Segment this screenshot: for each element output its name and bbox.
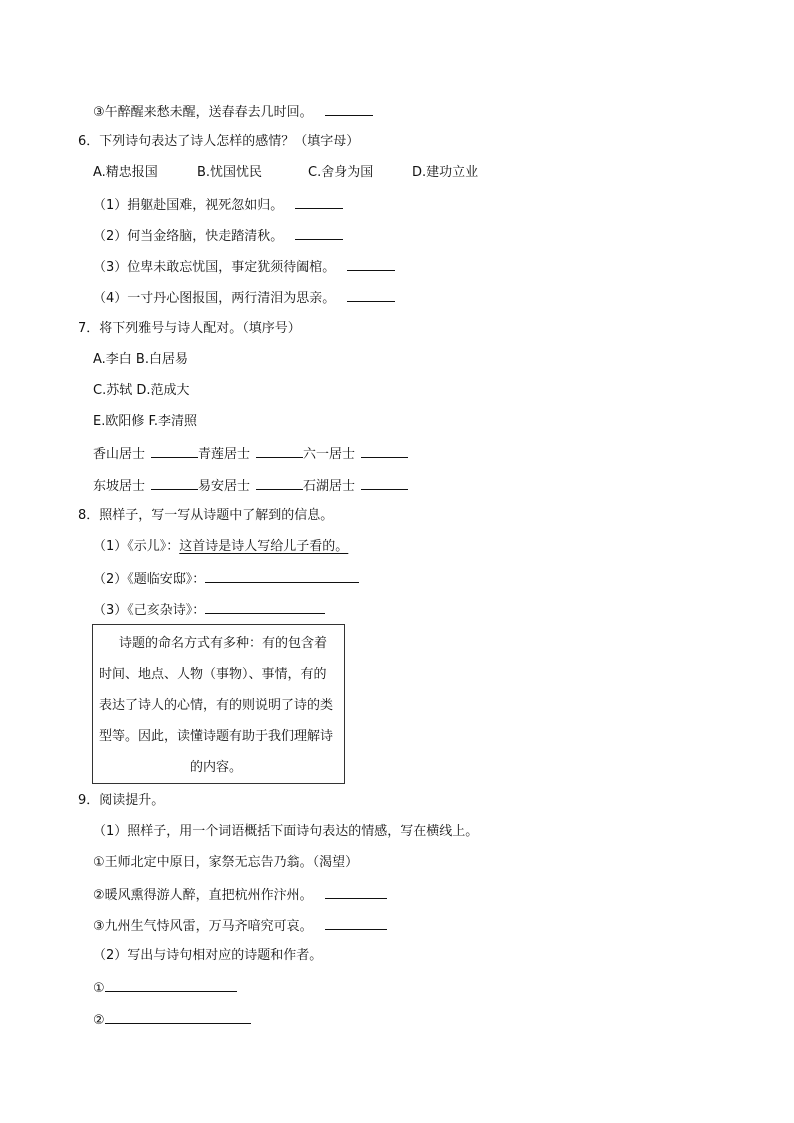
answer-blank[interactable] xyxy=(325,916,387,930)
answer-blank[interactable] xyxy=(151,476,198,490)
q6-item-1: （1）捐躯赴国难，视死忽如归。 xyxy=(93,195,343,215)
q8-item-2: （2）《题临安邸》： xyxy=(93,569,359,589)
q6-item-4: （4）一寸丹心图报国，两行清泪为思亲。 xyxy=(93,288,395,308)
q6-title: 6．下列诗句表达了诗人怎样的感情？（填字母） xyxy=(78,134,360,149)
answer-blank[interactable] xyxy=(361,444,408,458)
answer-blank[interactable] xyxy=(256,444,303,458)
tip-line-1: 诗题的命名方式有多种：有的包含着 xyxy=(119,636,328,651)
answer-blank[interactable] xyxy=(325,885,387,899)
q9-line-2: ②暖风熏得游人醉，直把杭州作汴州。 xyxy=(93,885,387,905)
answer-blank[interactable] xyxy=(151,444,198,458)
q8-example: （1）《示儿》：这首诗是诗人写给儿子看的。 xyxy=(93,539,349,554)
q9-line-3: ③九州生气恃风雷，万马齐喑究可哀。 xyxy=(93,916,387,936)
q7-poets-2: C.苏轼 D.范成大 xyxy=(93,383,190,398)
answer-blank[interactable] xyxy=(105,1010,251,1024)
answer-blank[interactable] xyxy=(256,476,303,490)
q7-title: 7．将下列雅号与诗人配对。（填序号） xyxy=(78,321,301,336)
answer-blank[interactable] xyxy=(295,195,343,209)
q9-answer-2: ② xyxy=(93,1010,251,1030)
answer-blank[interactable] xyxy=(205,600,325,614)
q7-match-row-2: 东坡居士 易安居士 石湖居士 xyxy=(93,476,408,496)
q6-option-d: D.建功立业 xyxy=(412,165,479,180)
q9-sub-1: （1）照样子，用一个词语概括下面诗句表达的情感，写在横线上。 xyxy=(93,824,479,839)
q6-item-2: （2）何当金络脑，快走踏清秋。 xyxy=(93,226,343,246)
tip-line-5: 的内容。 xyxy=(190,760,243,775)
q5-item-3: ③午醉醒来愁未醒，送春春去几时回。 xyxy=(93,102,373,122)
q8-title: 8．照样子，写一写从诗题中了解到的信息。 xyxy=(78,508,334,523)
answer-blank[interactable] xyxy=(347,257,395,271)
q9-line-1: ①王师北定中原日，家祭无忘告乃翁。（渴望） xyxy=(93,855,359,870)
answer-blank[interactable] xyxy=(295,226,343,240)
tip-box xyxy=(92,624,345,784)
q6-item-3: （3）位卑未敢忘忧国，事定犹须待阖棺。 xyxy=(93,257,395,277)
q6-option-a: A.精忠报国 xyxy=(93,165,158,180)
answer-blank[interactable] xyxy=(361,476,408,490)
answer-blank[interactable] xyxy=(105,978,237,992)
q9-answer-1: ① xyxy=(93,978,237,998)
q9-title: 9．阅读提升。 xyxy=(78,793,165,808)
answer-blank[interactable] xyxy=(205,569,359,583)
tip-line-2: 时间、地点、人物（事物）、事情，有的 xyxy=(99,667,327,682)
q6-option-b: B.忧国忧民 xyxy=(197,165,263,180)
q7-poets-3: E.欧阳修 F.李清照 xyxy=(93,414,198,429)
q7-match-row-1: 香山居士 青莲居士 六一居士 xyxy=(93,444,408,464)
tip-line-4: 型等。因此，读懂诗题有助于我们理解诗 xyxy=(99,729,334,744)
q7-poets-1: A.李白 B.白居易 xyxy=(93,352,188,367)
example-answer: 这首诗是诗人写给儿子看的。 xyxy=(179,539,349,554)
q8-item-3: （3）《己亥杂诗》： xyxy=(93,600,325,620)
tip-line-3: 表达了诗人的心情，有的则说明了诗的类 xyxy=(99,698,334,713)
q9-sub-2: （2）写出与诗句相对应的诗题和作者。 xyxy=(93,948,323,963)
q6-option-c: C.舍身为国 xyxy=(308,165,374,180)
answer-blank[interactable] xyxy=(347,288,395,302)
answer-blank[interactable] xyxy=(325,102,373,116)
